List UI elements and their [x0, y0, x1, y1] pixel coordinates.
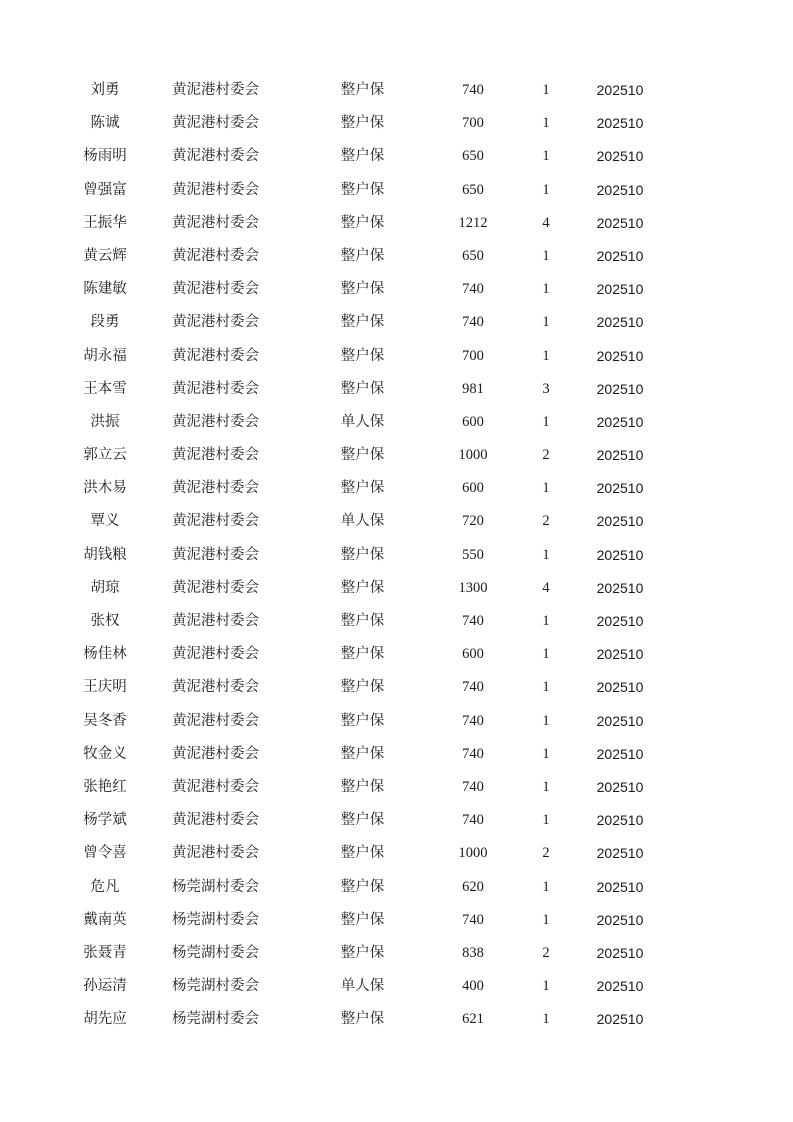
name-cell: 陈诚 [90, 115, 120, 132]
name-cell: 戴南英 [83, 911, 127, 928]
period-cell: 202510 [596, 447, 644, 464]
org-cell: 黄泥港村委会 [172, 613, 259, 629]
org-cell: 杨莞湖村委会 [172, 1011, 259, 1028]
org-cell: 黄泥港村委会 [172, 812, 259, 829]
count-cell: 1 [542, 480, 550, 497]
period-cell: 202510 [596, 911, 644, 928]
table-row [0, 771, 793, 804]
type-cell: 整户保 [340, 878, 385, 895]
org-cell: 黄泥港村委会 [172, 480, 259, 497]
count-cell: 1 [542, 978, 550, 995]
count-cell: 2 [542, 513, 550, 530]
type-cell: 整户保 [340, 347, 385, 364]
count-cell: 1 [542, 613, 550, 629]
period-cell: 202510 [596, 380, 644, 397]
amount-cell: 981 [462, 380, 484, 397]
type-cell: 整户保 [340, 314, 385, 331]
count-cell: 1 [542, 546, 550, 563]
org-cell: 黄泥港村委会 [172, 579, 259, 596]
name-cell: 郭立云 [83, 447, 127, 464]
table-row [0, 904, 793, 937]
amount-cell: 1212 [458, 214, 488, 231]
amount-cell: 720 [462, 513, 484, 530]
amount-cell: 1000 [458, 845, 488, 862]
count-cell: 1 [542, 247, 550, 264]
count-cell: 2 [542, 845, 550, 862]
type-cell: 整户保 [340, 1011, 385, 1028]
type-cell: 整户保 [340, 944, 385, 961]
table-row [0, 74, 793, 107]
amount-cell: 600 [462, 413, 484, 430]
period-cell: 202510 [596, 513, 644, 530]
period-cell: 202510 [596, 745, 644, 762]
type-cell: 整户保 [340, 281, 385, 298]
table-row [0, 1003, 793, 1036]
amount-cell: 740 [462, 314, 484, 331]
count-cell: 2 [542, 447, 550, 464]
amount-cell: 600 [462, 480, 484, 497]
table-row [0, 273, 793, 306]
table-row [0, 240, 793, 273]
type-cell: 整户保 [340, 480, 385, 497]
table-row [0, 306, 793, 339]
amount-cell: 740 [462, 745, 484, 762]
org-cell: 黄泥港村委会 [172, 646, 259, 663]
name-cell: 胡琼 [90, 579, 120, 596]
table-row [0, 804, 793, 837]
count-cell: 4 [542, 214, 550, 231]
name-cell: 段勇 [90, 314, 120, 331]
type-cell: 整户保 [340, 380, 385, 397]
period-cell: 202510 [596, 613, 644, 629]
table-row [0, 373, 793, 406]
count-cell: 1 [542, 778, 550, 795]
org-cell: 杨莞湖村委会 [172, 978, 259, 995]
count-cell: 1 [542, 82, 550, 98]
type-cell: 单人保 [340, 413, 385, 430]
name-cell: 张艳红 [83, 778, 127, 795]
org-cell: 黄泥港村委会 [172, 247, 259, 264]
org-cell: 黄泥港村委会 [172, 82, 259, 98]
org-cell: 黄泥港村委会 [172, 214, 259, 231]
name-cell: 覃义 [90, 513, 120, 530]
period-cell: 202510 [596, 878, 644, 895]
period-cell: 202510 [596, 944, 644, 961]
amount-cell: 550 [462, 546, 484, 563]
period-cell: 202510 [596, 247, 644, 264]
name-cell: 王庆明 [83, 679, 127, 696]
name-cell: 曾强富 [83, 181, 127, 198]
table-row [0, 970, 793, 1003]
name-cell: 刘勇 [90, 82, 120, 98]
org-cell: 杨莞湖村委会 [172, 878, 259, 895]
org-cell: 黄泥港村委会 [172, 679, 259, 696]
period-cell: 202510 [596, 546, 644, 563]
type-cell: 整户保 [340, 646, 385, 663]
org-cell: 黄泥港村委会 [172, 712, 259, 729]
amount-cell: 740 [462, 679, 484, 696]
type-cell: 整户保 [340, 181, 385, 198]
count-cell: 1 [542, 148, 550, 165]
period-cell: 202510 [596, 181, 644, 198]
period-cell: 202510 [596, 281, 644, 298]
type-cell: 整户保 [340, 845, 385, 862]
name-cell: 牧金义 [83, 745, 127, 762]
amount-cell: 620 [462, 878, 484, 895]
org-cell: 黄泥港村委会 [172, 314, 259, 331]
type-cell: 整户保 [340, 148, 385, 165]
type-cell: 整户保 [340, 115, 385, 132]
type-cell: 整户保 [340, 247, 385, 264]
count-cell: 2 [542, 944, 550, 961]
name-cell: 陈建敏 [83, 281, 127, 298]
table-row [0, 871, 793, 904]
period-cell: 202510 [596, 679, 644, 696]
table-row [0, 207, 793, 240]
table-row [0, 738, 793, 771]
count-cell: 1 [542, 281, 550, 298]
amount-cell: 600 [462, 646, 484, 663]
type-cell: 整户保 [340, 679, 385, 696]
name-cell: 杨雨明 [83, 148, 127, 165]
name-cell: 孙运清 [83, 978, 127, 995]
amount-cell: 700 [462, 115, 484, 132]
data-table [0, 74, 793, 1036]
table-row [0, 107, 793, 140]
org-cell: 杨莞湖村委会 [172, 944, 259, 961]
amount-cell: 1000 [458, 447, 488, 464]
amount-cell: 740 [462, 778, 484, 795]
name-cell: 张权 [90, 613, 120, 629]
table-row [0, 140, 793, 173]
count-cell: 1 [542, 911, 550, 928]
count-cell: 1 [542, 347, 550, 364]
period-cell: 202510 [596, 115, 644, 132]
org-cell: 黄泥港村委会 [172, 845, 259, 862]
period-cell: 202510 [596, 579, 644, 596]
period-cell: 202510 [596, 646, 644, 663]
amount-cell: 700 [462, 347, 484, 364]
period-cell: 202510 [596, 413, 644, 430]
period-cell: 202510 [596, 812, 644, 829]
period-cell: 202510 [596, 314, 644, 331]
name-cell: 曾令喜 [83, 845, 127, 862]
amount-cell: 838 [462, 944, 484, 961]
count-cell: 4 [542, 579, 550, 596]
table-row [0, 572, 793, 605]
amount-cell: 740 [462, 911, 484, 928]
table-row [0, 937, 793, 970]
count-cell: 1 [542, 413, 550, 430]
name-cell: 洪木易 [83, 480, 127, 497]
amount-cell: 400 [462, 978, 484, 995]
org-cell: 黄泥港村委会 [172, 447, 259, 464]
org-cell: 杨莞湖村委会 [172, 911, 259, 928]
type-cell: 整户保 [340, 546, 385, 563]
org-cell: 黄泥港村委会 [172, 380, 259, 397]
period-cell: 202510 [596, 1011, 644, 1028]
count-cell: 1 [542, 679, 550, 696]
type-cell: 整户保 [340, 214, 385, 231]
count-cell: 1 [542, 115, 550, 132]
amount-cell: 740 [462, 82, 484, 98]
count-cell: 1 [542, 712, 550, 729]
org-cell: 黄泥港村委会 [172, 745, 259, 762]
org-cell: 黄泥港村委会 [172, 347, 259, 364]
period-cell: 202510 [596, 845, 644, 862]
count-cell: 1 [542, 878, 550, 895]
type-cell: 整户保 [340, 745, 385, 762]
amount-cell: 650 [462, 148, 484, 165]
type-cell: 单人保 [340, 513, 385, 530]
amount-cell: 740 [462, 281, 484, 298]
org-cell: 黄泥港村委会 [172, 413, 259, 430]
org-cell: 黄泥港村委会 [172, 281, 259, 298]
period-cell: 202510 [596, 347, 644, 364]
name-cell: 胡钱粮 [83, 546, 127, 563]
name-cell: 杨学斌 [83, 812, 127, 829]
period-cell: 202510 [596, 778, 644, 795]
type-cell: 整户保 [340, 447, 385, 464]
type-cell: 整户保 [340, 712, 385, 729]
org-cell: 黄泥港村委会 [172, 115, 259, 132]
type-cell: 整户保 [340, 613, 385, 629]
count-cell: 1 [542, 646, 550, 663]
period-cell: 202510 [596, 712, 644, 729]
table-row [0, 605, 793, 638]
table-row [0, 705, 793, 738]
table-row [0, 406, 793, 439]
table-row [0, 837, 793, 870]
org-cell: 黄泥港村委会 [172, 513, 259, 530]
count-cell: 1 [542, 812, 550, 829]
name-cell: 胡永福 [83, 347, 127, 364]
type-cell: 整户保 [340, 579, 385, 596]
type-cell: 整户保 [340, 911, 385, 928]
table-row [0, 638, 793, 671]
count-cell: 1 [542, 1011, 550, 1028]
org-cell: 黄泥港村委会 [172, 778, 259, 795]
table-row [0, 472, 793, 505]
amount-cell: 650 [462, 247, 484, 264]
amount-cell: 621 [462, 1011, 484, 1028]
count-cell: 1 [542, 181, 550, 198]
name-cell: 杨佳林 [83, 646, 127, 663]
amount-cell: 740 [462, 613, 484, 629]
period-cell: 202510 [596, 82, 644, 98]
period-cell: 202510 [596, 978, 644, 995]
amount-cell: 740 [462, 812, 484, 829]
name-cell: 危凡 [90, 878, 120, 895]
name-cell: 王振华 [83, 214, 127, 231]
period-cell: 202510 [596, 148, 644, 165]
table-row [0, 439, 793, 472]
type-cell: 单人保 [340, 978, 385, 995]
table-row [0, 340, 793, 373]
org-cell: 黄泥港村委会 [172, 148, 259, 165]
name-cell: 吴冬香 [83, 712, 127, 729]
period-cell: 202510 [596, 480, 644, 497]
name-cell: 王本雪 [83, 380, 127, 397]
org-cell: 黄泥港村委会 [172, 181, 259, 198]
amount-cell: 650 [462, 181, 484, 198]
type-cell: 整户保 [340, 812, 385, 829]
amount-cell: 740 [462, 712, 484, 729]
table-row [0, 539, 793, 572]
table-row [0, 505, 793, 538]
count-cell: 3 [542, 380, 550, 397]
org-cell: 黄泥港村委会 [172, 546, 259, 563]
name-cell: 黄云辉 [83, 247, 127, 264]
count-cell: 1 [542, 745, 550, 762]
name-cell: 洪振 [90, 413, 120, 430]
name-cell: 胡先应 [83, 1011, 127, 1028]
amount-cell: 1300 [458, 579, 488, 596]
table-row [0, 671, 793, 704]
period-cell: 202510 [596, 214, 644, 231]
name-cell: 张聂青 [83, 944, 127, 961]
count-cell: 1 [542, 314, 550, 331]
type-cell: 整户保 [340, 778, 385, 795]
type-cell: 整户保 [340, 82, 385, 98]
table-row [0, 174, 793, 207]
